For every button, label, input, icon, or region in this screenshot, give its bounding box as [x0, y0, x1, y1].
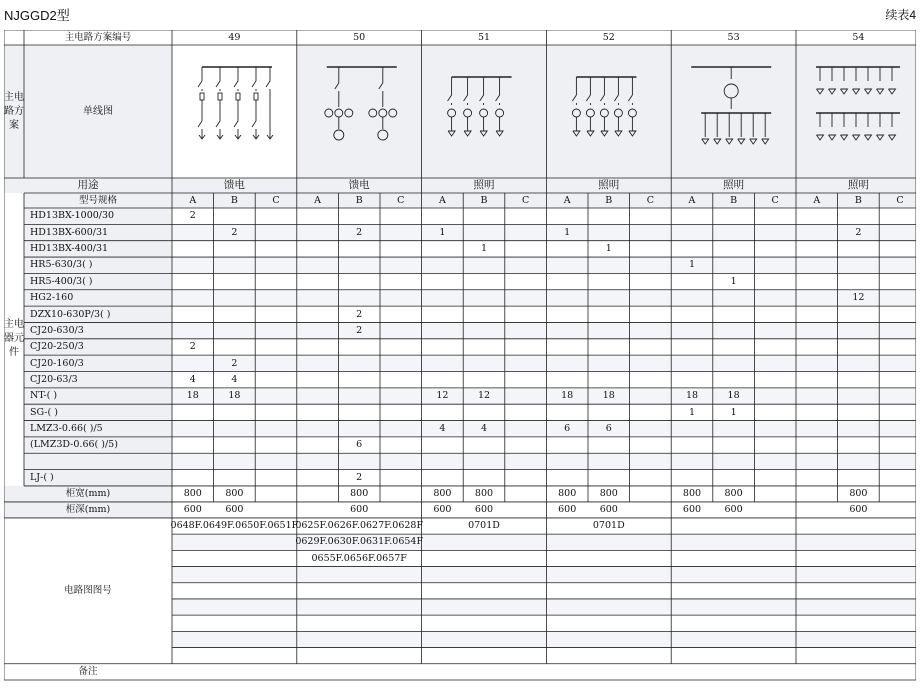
cabinet-depth-value: 600	[183, 504, 202, 516]
row-value: 2	[231, 357, 238, 369]
row-value: 2	[189, 210, 196, 222]
row-value: 18	[685, 390, 699, 402]
cabinet-width-label: 柜宽(mm)	[65, 488, 111, 500]
row-value: 1	[439, 226, 446, 238]
row-name: HR5-630/3( )	[30, 259, 93, 271]
scheme-number-51: 51	[477, 31, 491, 43]
row-name: DZX10-630P/3( )	[30, 308, 111, 320]
row-value: 18	[186, 390, 199, 402]
row-value: 1	[688, 259, 695, 271]
row-name: LMZ3-0.66( )/5	[30, 422, 103, 434]
cabinet-depth-value: 600	[682, 504, 702, 516]
subcol-54-C: C	[896, 194, 904, 206]
subcol-51-A: A	[438, 194, 446, 206]
drawing-number: 0648F.0649F.0650F.0651F	[170, 520, 299, 532]
subcol-54-B: B	[854, 194, 862, 206]
row-name: HG2-160	[30, 292, 74, 304]
row-value: 2	[356, 324, 363, 336]
drawing-number: 0655F.0656F.0657F	[311, 552, 407, 564]
remark-label: 备注	[78, 666, 98, 678]
subcol-49-C: C	[272, 194, 280, 206]
row-name	[28, 453, 172, 469]
drawing-number: 0625F.0626F.0627F.0628F	[295, 520, 424, 532]
cabinet-width-value: 800	[433, 488, 452, 500]
usage-52: 照明	[598, 179, 620, 192]
row-value: 1	[688, 406, 695, 418]
usage-49: 馈电	[223, 179, 245, 192]
row-value: 2	[356, 226, 363, 238]
drawing-number-label: 电路图图号	[64, 585, 112, 597]
row-name: CJ20-63/3	[30, 373, 78, 385]
row-value: 18	[228, 390, 241, 402]
cabinet-depth-label: 柜深(mm)	[65, 504, 111, 516]
cabinet-width-value: 800	[474, 488, 494, 500]
subcol-50-C: C	[397, 194, 405, 206]
subcol-50-B: B	[355, 194, 363, 206]
subcol-52-C: C	[646, 194, 655, 206]
subcol-49-B: B	[230, 194, 238, 206]
usage-54: 照明	[847, 179, 869, 192]
scheme-number-52: 52	[602, 31, 615, 43]
usage-50: 馈电	[348, 179, 370, 192]
cabinet-width-value: 800	[183, 488, 202, 500]
row-value: 12	[436, 390, 449, 402]
row-value: 18	[727, 390, 740, 402]
row-name: NT-( )	[30, 390, 58, 402]
row-value: 18	[602, 390, 615, 402]
row-name: (LMZ3D-0.66( )/5)	[30, 439, 118, 451]
component-group-label: 主电器元件	[4, 319, 24, 359]
subcol-51-C: C	[521, 194, 530, 206]
continued-label: 续表4	[885, 8, 916, 22]
cabinet-width-value: 800	[682, 488, 702, 500]
row-name: CJ20-250/3	[30, 341, 84, 353]
row-value: 2	[356, 472, 363, 484]
row-value: 1	[564, 226, 571, 238]
drawing-number: 0629F.0630F.0631F.0654F	[295, 536, 424, 548]
cabinet-width-value: 800	[849, 488, 868, 500]
scheme-number-50: 50	[353, 31, 366, 43]
row-value: 12	[477, 390, 491, 402]
row-value: 2	[189, 341, 196, 353]
row-value: 4	[231, 373, 238, 385]
cabinet-width-value: 800	[225, 488, 244, 500]
main-circuit-label: 主电路方案	[4, 91, 24, 131]
row-value: 1	[730, 275, 737, 287]
subcol-53-B: B	[730, 194, 738, 206]
row-value: 1	[730, 406, 737, 418]
row-value: 6	[356, 439, 363, 451]
subcol-50-A: A	[314, 194, 322, 206]
usage-label: 用途	[77, 179, 99, 192]
cabinet-width-value: 800	[599, 488, 618, 500]
scheme-number-53: 53	[727, 31, 740, 43]
row-name: HR5-400/3( )	[30, 275, 93, 287]
drawing-number: 0701D	[468, 520, 500, 532]
subcol-51-B: B	[480, 194, 488, 206]
cabinet-depth-value: 600	[225, 504, 244, 516]
row-value: 1	[605, 243, 612, 255]
row-value: 4	[189, 373, 196, 385]
subcol-53-A: A	[688, 194, 696, 206]
subcol-49-A: A	[189, 194, 197, 206]
cabinet-depth-value: 600	[599, 504, 618, 516]
cabinet-depth-value: 600	[849, 504, 868, 516]
row-value: 2	[231, 226, 238, 238]
row-value: 4	[480, 422, 487, 434]
row-value: 1	[480, 243, 487, 255]
scheme-number-54: 54	[852, 31, 865, 43]
subcol-52-B: B	[605, 194, 613, 206]
usage-51: 照明	[473, 179, 495, 192]
row-value: 2	[356, 308, 363, 320]
row-value: 6	[564, 422, 571, 434]
cabinet-depth-value: 600	[350, 504, 369, 516]
drawing-number: 0701D	[592, 520, 625, 532]
cabinet-width-value: 800	[350, 488, 369, 500]
subcol-53-C: C	[771, 194, 779, 206]
row-name: LJ-( )	[30, 472, 54, 484]
row-name: CJ20-630/3	[30, 324, 84, 336]
row-value: 18	[561, 390, 574, 402]
model-spec-label: 型号规格	[78, 194, 117, 206]
cabinet-width-value: 800	[558, 488, 577, 500]
row-name: SG-( )	[30, 406, 58, 418]
cabinet-depth-value: 600	[474, 504, 494, 516]
subcol-52-A: A	[563, 194, 571, 206]
scheme-number-49: 49	[228, 31, 241, 43]
subcol-54-A: A	[813, 194, 821, 206]
row-name: HD13BX-1000/30	[30, 210, 115, 222]
scheme-table	[4, 30, 916, 696]
cabinet-depth-value: 600	[433, 504, 452, 516]
row-name: HD13BX-400/31	[30, 243, 109, 255]
cabinet-depth-value: 600	[724, 504, 743, 516]
cabinet-width-value: 800	[724, 488, 743, 500]
row-value: 12	[852, 292, 865, 304]
row-value: 6	[605, 422, 612, 434]
scheme-number-label: 主电路方案编号	[64, 31, 132, 43]
single-line-label: 单线图	[83, 105, 113, 117]
row-name: CJ20-160/3	[30, 357, 84, 369]
cabinet-depth-value: 600	[558, 504, 577, 516]
row-name: HD13BX-600/31	[30, 226, 109, 238]
page-title: NJGGD2型	[4, 8, 70, 23]
row-value: 2	[855, 226, 862, 238]
row-value: 4	[439, 422, 446, 434]
usage-53: 照明	[723, 179, 745, 192]
